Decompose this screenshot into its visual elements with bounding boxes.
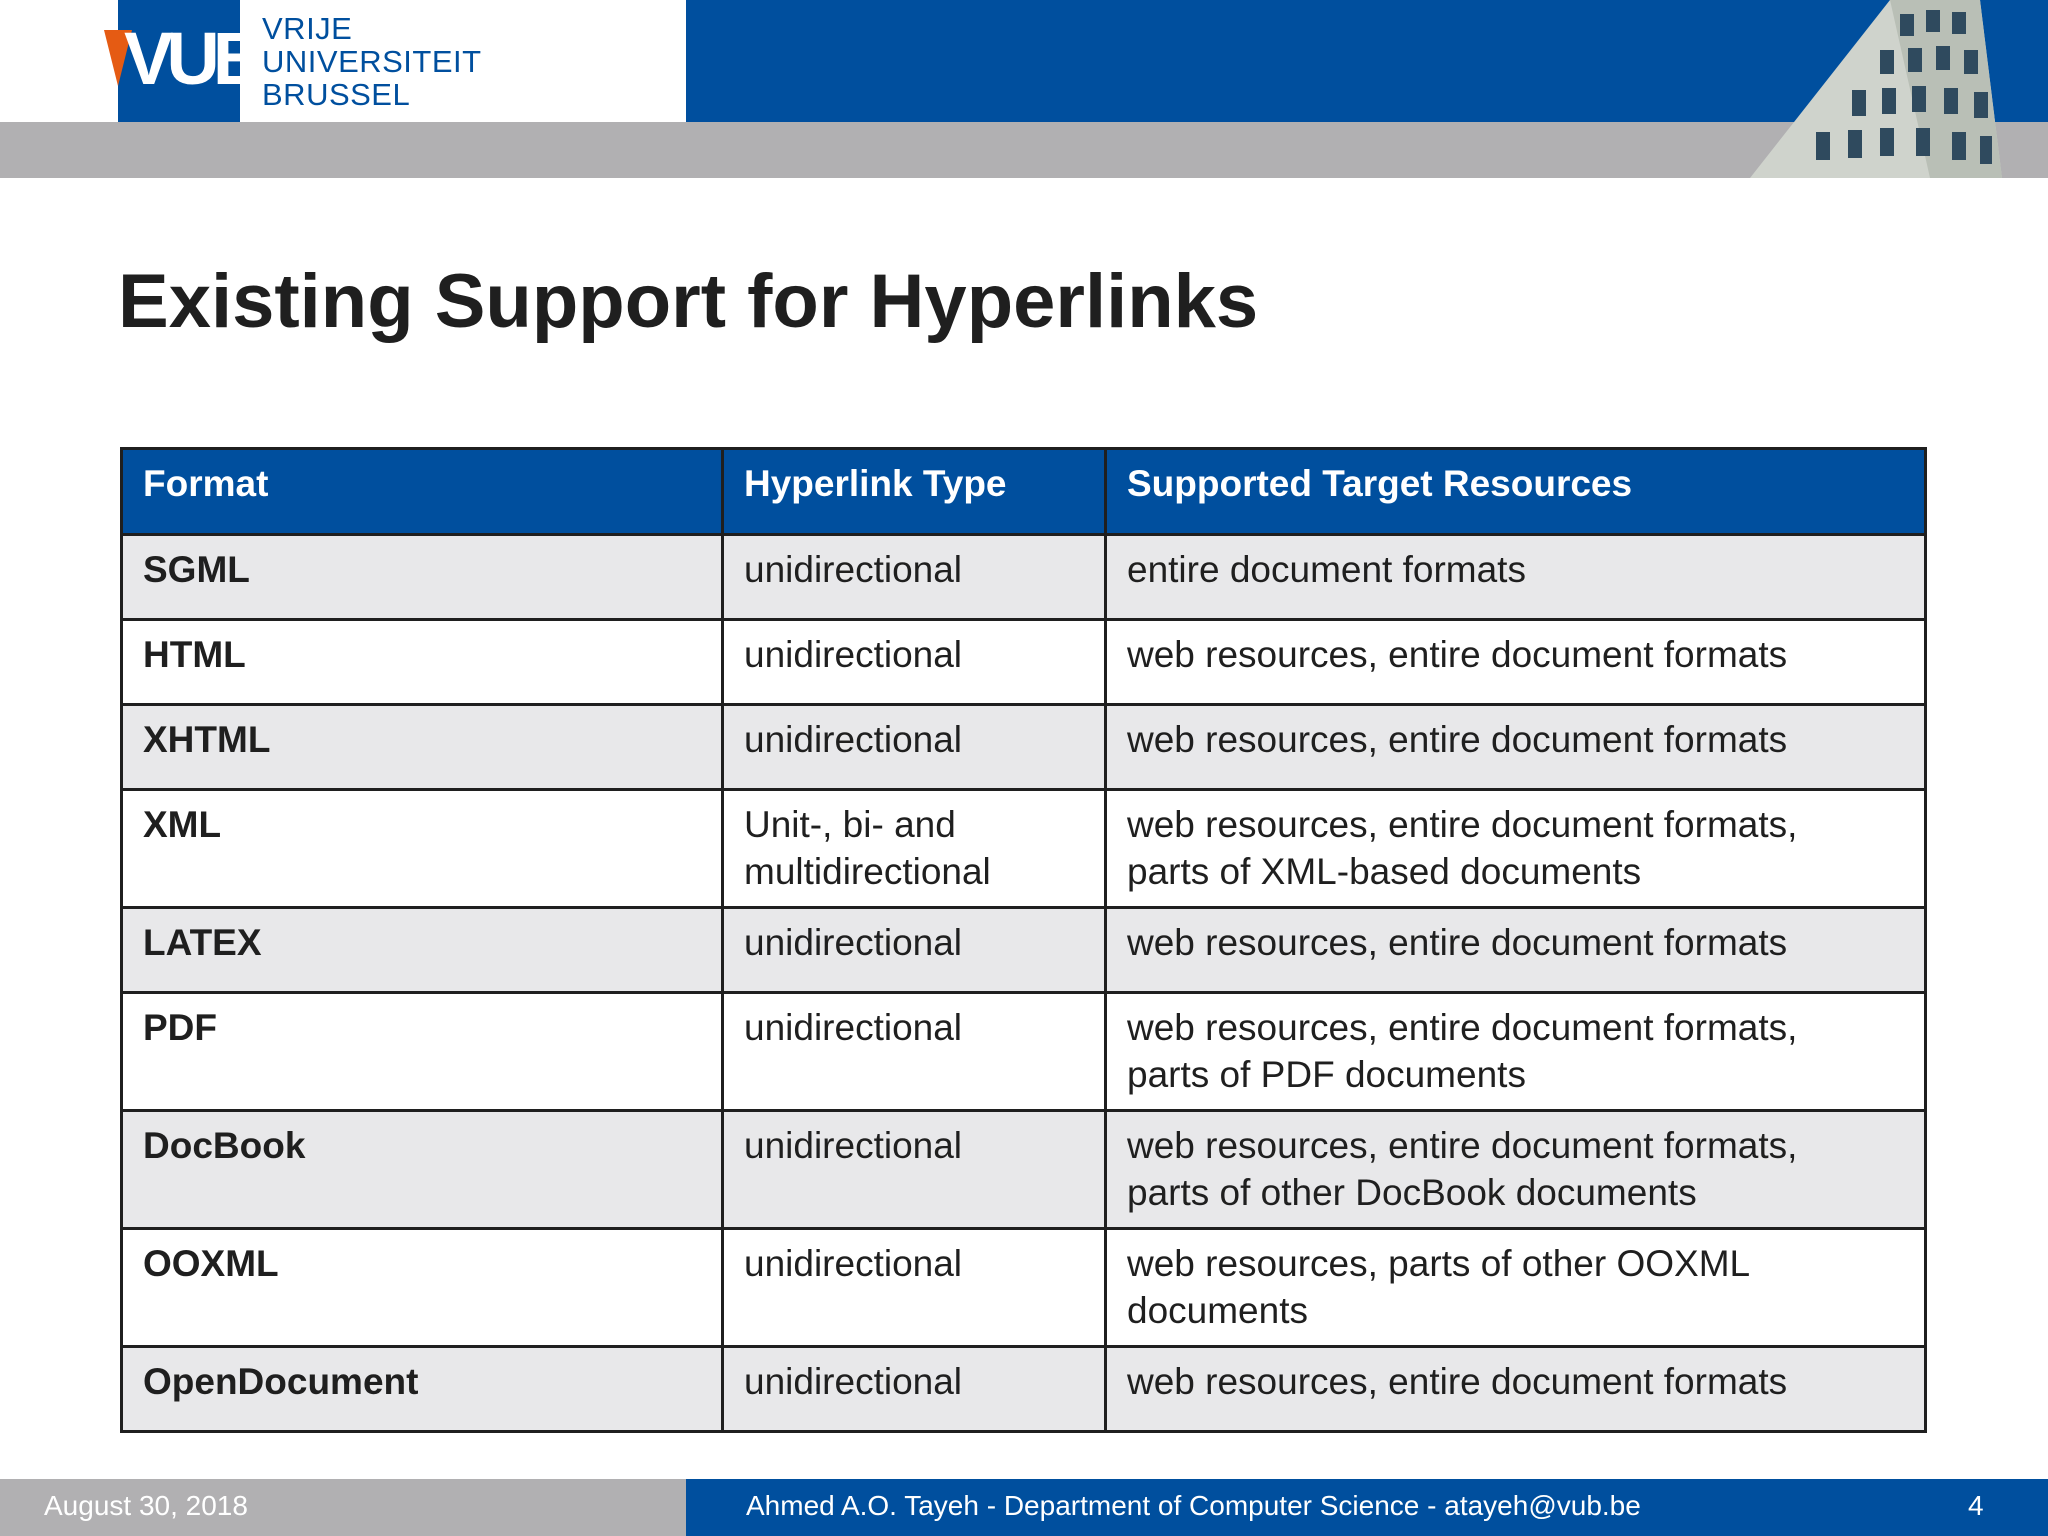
cell-format: HTML xyxy=(122,620,723,705)
table-row xyxy=(122,993,1926,1111)
footer-date: August 30, 2018 xyxy=(44,1490,248,1521)
cell-type: unidirectional xyxy=(723,535,1106,620)
header-format: Format xyxy=(122,449,723,535)
cell-format: XHTML xyxy=(122,705,723,790)
cell-format: DocBook xyxy=(122,1111,723,1229)
logo-line-2: UNIVERSITEIT xyxy=(262,44,482,79)
table-row xyxy=(122,1229,1926,1347)
vub-logo-text xyxy=(262,12,482,111)
cell-targets-line-1: web resources, entire document formats, xyxy=(1127,1007,1798,1048)
cell-targets xyxy=(1106,1111,1926,1229)
logo-line-1: VRIJE xyxy=(262,11,353,46)
header-supported-targets: Supported Target Resources xyxy=(1106,449,1926,535)
cell-type: unidirectional xyxy=(723,1111,1106,1229)
cell-targets-line-1: web resources, entire document formats, xyxy=(1127,1125,1798,1166)
cell-format: LATEX xyxy=(122,908,723,993)
table-row xyxy=(122,620,1926,705)
footer-page-number: 4 xyxy=(1968,1490,1984,1521)
page-title: Existing Support for Hyperlinks xyxy=(118,259,1259,344)
hyperlink-support-table xyxy=(120,447,1924,1433)
cell-targets: web resources, entire document formats xyxy=(1106,620,1926,705)
cell-type: unidirectional xyxy=(723,908,1106,993)
cell-targets-line-2: parts of PDF documents xyxy=(1127,1054,1526,1095)
cell-targets xyxy=(1106,993,1926,1111)
logo-line-3: BRUSSEL xyxy=(262,77,411,112)
cell-format: XML xyxy=(122,790,723,908)
footer-author: Ahmed A.O. Tayeh - Department of Computer Science - atayeh@vub.be xyxy=(746,1490,1641,1521)
cell-targets-line-1: web resources, parts of other OOXML xyxy=(1127,1243,1751,1284)
cell-type-line-1: Unit-, bi- and xyxy=(744,804,956,845)
cell-type: unidirectional xyxy=(723,1347,1106,1432)
cell-type: unidirectional xyxy=(723,993,1106,1111)
table-row xyxy=(122,1347,1926,1432)
table-row xyxy=(122,908,1926,993)
cell-targets-line-2: parts of XML-based documents xyxy=(1127,851,1642,892)
cell-targets-line-2: parts of other DocBook documents xyxy=(1127,1172,1697,1213)
table-row xyxy=(122,790,1926,908)
cell-type-line-2: multidirectional xyxy=(744,851,991,892)
cell-targets xyxy=(1106,1229,1926,1347)
table-header-row xyxy=(122,449,1926,535)
cell-targets xyxy=(1106,790,1926,908)
cell-targets-line-2: documents xyxy=(1127,1290,1308,1331)
cell-format: OOXML xyxy=(122,1229,723,1347)
cell-format: OpenDocument xyxy=(122,1347,723,1432)
cell-targets: entire document formats xyxy=(1106,535,1926,620)
cell-type xyxy=(723,790,1106,908)
header-hyperlink-type: Hyperlink Type xyxy=(723,449,1106,535)
table-row xyxy=(122,1111,1926,1229)
cell-targets-line-1: web resources, entire document formats, xyxy=(1127,804,1798,845)
cell-format: PDF xyxy=(122,993,723,1111)
cell-targets: web resources, entire document formats xyxy=(1106,705,1926,790)
table-row xyxy=(122,705,1926,790)
cell-type: unidirectional xyxy=(723,1229,1106,1347)
vub-logo-mark: VUB xyxy=(124,17,260,100)
building-photo-icon xyxy=(1740,0,2010,178)
cell-type: unidirectional xyxy=(723,705,1106,790)
cell-type: unidirectional xyxy=(723,620,1106,705)
cell-format: SGML xyxy=(122,535,723,620)
cell-targets: web resources, entire document formats xyxy=(1106,1347,1926,1432)
table-row xyxy=(122,535,1926,620)
cell-targets: web resources, entire document formats xyxy=(1106,908,1926,993)
